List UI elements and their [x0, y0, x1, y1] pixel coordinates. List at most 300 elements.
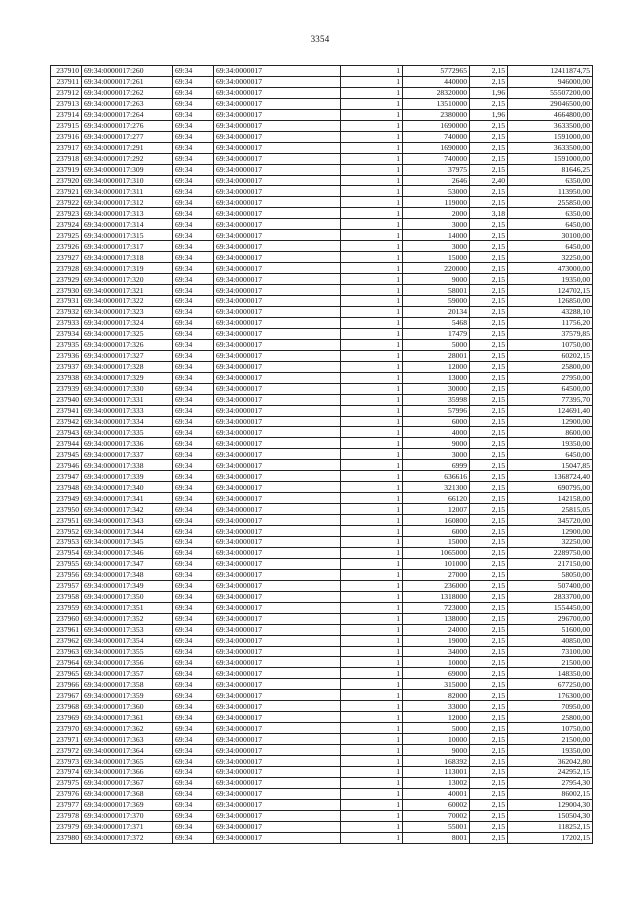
area-cell: 55001 [403, 821, 470, 832]
row-number-cell: 237930 [51, 285, 82, 296]
cadastral-number-cell: 69:34:0000017:358 [82, 679, 173, 690]
specific-value-cell: 2,15 [470, 504, 508, 515]
district-code-cell: 69:34 [173, 427, 214, 438]
cadastral-value-cell: 296700,00 [508, 613, 593, 624]
specific-value-cell: 2,15 [470, 646, 508, 657]
count-cell: 1 [341, 131, 403, 142]
cadastral-value-cell: 946000,00 [508, 76, 593, 87]
row-number-cell: 237951 [51, 515, 82, 526]
area-cell: 2646 [403, 175, 470, 186]
cadastral-quarter-cell: 69:34:0000017 [214, 306, 341, 317]
table-row [51, 317, 593, 328]
table-row [51, 569, 593, 580]
cadastral-quarter-cell: 69:34:0000017 [214, 285, 341, 296]
specific-value-cell: 2,15 [470, 153, 508, 164]
count-cell: 1 [341, 471, 403, 482]
area-cell: 19000 [403, 635, 470, 646]
table-row [51, 799, 593, 810]
table-row [51, 328, 593, 339]
area-cell: 138000 [403, 613, 470, 624]
count-cell: 1 [341, 142, 403, 153]
cadastral-value-cell: 32250,00 [508, 536, 593, 547]
cadastral-value-cell: 148350,00 [508, 668, 593, 679]
district-code-cell: 69:34 [173, 701, 214, 712]
table-row [51, 164, 593, 175]
district-code-cell: 69:34 [173, 449, 214, 460]
cadastral-number-cell: 69:34:0000017:312 [82, 197, 173, 208]
cadastral-quarter-cell: 69:34:0000017 [214, 296, 341, 307]
cadastral-number-cell: 69:34:0000017:360 [82, 701, 173, 712]
district-code-cell: 69:34 [173, 186, 214, 197]
specific-value-cell: 2,15 [470, 438, 508, 449]
specific-value-cell: 2,15 [470, 788, 508, 799]
specific-value-cell: 2,15 [470, 350, 508, 361]
district-code-cell: 69:34 [173, 274, 214, 285]
cadastral-value-cell: 29046500,00 [508, 98, 593, 109]
district-code-cell: 69:34 [173, 558, 214, 569]
specific-value-cell: 2,15 [470, 471, 508, 482]
row-number-cell: 237944 [51, 438, 82, 449]
cadastral-quarter-cell: 69:34:0000017 [214, 252, 341, 263]
cadastral-quarter-cell: 69:34:0000017 [214, 317, 341, 328]
cadastral-number-cell: 69:34:0000017:310 [82, 175, 173, 186]
area-cell: 58001 [403, 285, 470, 296]
table-row [51, 66, 593, 77]
row-number-cell: 237921 [51, 186, 82, 197]
cadastral-number-cell: 69:34:0000017:354 [82, 635, 173, 646]
area-cell: 28320000 [403, 87, 470, 98]
specific-value-cell: 2,15 [470, 536, 508, 547]
table-row [51, 580, 593, 591]
district-code-cell: 69:34 [173, 504, 214, 515]
table-row [51, 208, 593, 219]
district-code-cell: 69:34 [173, 350, 214, 361]
table-row [51, 87, 593, 98]
cadastral-quarter-cell: 69:34:0000017 [214, 427, 341, 438]
district-code-cell: 69:34 [173, 712, 214, 723]
row-number-cell: 237916 [51, 131, 82, 142]
cadastral-value-cell: 1591000,00 [508, 131, 593, 142]
cadastral-quarter-cell: 69:34:0000017 [214, 449, 341, 460]
area-cell: 82000 [403, 690, 470, 701]
table-row [51, 591, 593, 602]
table-body [51, 66, 593, 844]
count-cell: 1 [341, 482, 403, 493]
table-row [51, 613, 593, 624]
table-row [51, 306, 593, 317]
count-cell: 1 [341, 832, 403, 843]
cadastral-value-cell: 11756,20 [508, 317, 593, 328]
area-cell: 101000 [403, 558, 470, 569]
table-row [51, 339, 593, 350]
row-number-cell: 237952 [51, 526, 82, 537]
count-cell: 1 [341, 504, 403, 515]
row-number-cell: 237929 [51, 274, 82, 285]
specific-value-cell: 2,15 [470, 449, 508, 460]
table-row [51, 416, 593, 427]
table-row [51, 394, 593, 405]
row-number-cell: 237928 [51, 263, 82, 274]
cadastral-quarter-cell: 69:34:0000017 [214, 208, 341, 219]
count-cell: 1 [341, 536, 403, 547]
cadastral-quarter-cell: 69:34:0000017 [214, 120, 341, 131]
table-row [51, 745, 593, 756]
row-number-cell: 237942 [51, 416, 82, 427]
table-row [51, 547, 593, 558]
cadastral-quarter-cell: 69:34:0000017 [214, 558, 341, 569]
specific-value-cell: 2,15 [470, 569, 508, 580]
district-code-cell: 69:34 [173, 372, 214, 383]
count-cell: 1 [341, 164, 403, 175]
row-number-cell: 237979 [51, 821, 82, 832]
cadastral-value-cell: 12411874,75 [508, 66, 593, 77]
cadastral-number-cell: 69:34:0000017:346 [82, 547, 173, 558]
district-code-cell: 69:34 [173, 788, 214, 799]
area-cell: 9000 [403, 745, 470, 756]
table-row [51, 701, 593, 712]
specific-value-cell: 2,15 [470, 482, 508, 493]
row-number-cell: 237949 [51, 493, 82, 504]
count-cell: 1 [341, 810, 403, 821]
cadastral-value-cell: 6350,00 [508, 208, 593, 219]
count-cell: 1 [341, 449, 403, 460]
count-cell: 1 [341, 219, 403, 230]
table-row [51, 219, 593, 230]
row-number-cell: 237969 [51, 712, 82, 723]
specific-value-cell: 2,15 [470, 777, 508, 788]
cadastral-number-cell: 69:34:0000017:277 [82, 131, 173, 142]
row-number-cell: 237920 [51, 175, 82, 186]
area-cell: 66120 [403, 493, 470, 504]
area-cell: 1065000 [403, 547, 470, 558]
cadastral-value-cell: 19350,00 [508, 438, 593, 449]
count-cell: 1 [341, 657, 403, 668]
district-code-cell: 69:34 [173, 471, 214, 482]
cadastral-number-cell: 69:34:0000017:263 [82, 98, 173, 109]
cadastral-value-cell: 27954,30 [508, 777, 593, 788]
count-cell: 1 [341, 361, 403, 372]
cadastral-value-cell: 2833700,00 [508, 591, 593, 602]
district-code-cell: 69:34 [173, 569, 214, 580]
district-code-cell: 69:34 [173, 394, 214, 405]
area-cell: 740000 [403, 153, 470, 164]
cadastral-value-cell: 113950,00 [508, 186, 593, 197]
count-cell: 1 [341, 153, 403, 164]
cadastral-number-cell: 69:34:0000017:292 [82, 153, 173, 164]
table-row [51, 296, 593, 307]
row-number-cell: 237961 [51, 624, 82, 635]
district-code-cell: 69:34 [173, 66, 214, 77]
district-code-cell: 69:34 [173, 109, 214, 120]
cadastral-value-cell: 25800,00 [508, 712, 593, 723]
row-number-cell: 237950 [51, 504, 82, 515]
cadastral-number-cell: 69:34:0000017:313 [82, 208, 173, 219]
count-cell: 1 [341, 701, 403, 712]
specific-value-cell: 2,15 [470, 230, 508, 241]
row-number-cell: 237945 [51, 449, 82, 460]
table-row [51, 120, 593, 131]
area-cell: 4000 [403, 427, 470, 438]
count-cell: 1 [341, 372, 403, 383]
specific-value-cell: 2,15 [470, 197, 508, 208]
cadastral-number-cell: 69:34:0000017:335 [82, 427, 173, 438]
cadastral-quarter-cell: 69:34:0000017 [214, 164, 341, 175]
cadastral-number-cell: 69:34:0000017:364 [82, 745, 173, 756]
row-number-cell: 237954 [51, 547, 82, 558]
area-cell: 1690000 [403, 142, 470, 153]
row-number-cell: 237966 [51, 679, 82, 690]
specific-value-cell: 2,15 [470, 756, 508, 767]
specific-value-cell: 2,15 [470, 657, 508, 668]
row-number-cell: 237962 [51, 635, 82, 646]
specific-value-cell: 2,15 [470, 493, 508, 504]
area-cell: 2000 [403, 208, 470, 219]
cadastral-value-cell: 58050,00 [508, 569, 593, 580]
row-number-cell: 237912 [51, 87, 82, 98]
cadastral-number-cell: 69:34:0000017:315 [82, 230, 173, 241]
specific-value-cell: 2,15 [470, 547, 508, 558]
count-cell: 1 [341, 186, 403, 197]
cadastral-number-cell: 69:34:0000017:261 [82, 76, 173, 87]
cadastral-quarter-cell: 69:34:0000017 [214, 339, 341, 350]
specific-value-cell: 2,15 [470, 723, 508, 734]
row-number-cell: 237977 [51, 799, 82, 810]
cadastral-quarter-cell: 69:34:0000017 [214, 263, 341, 274]
cadastral-value-cell: 6350,00 [508, 175, 593, 186]
table-row [51, 504, 593, 515]
count-cell: 1 [341, 712, 403, 723]
district-code-cell: 69:34 [173, 493, 214, 504]
row-number-cell: 237960 [51, 613, 82, 624]
area-cell: 2380000 [403, 109, 470, 120]
district-code-cell: 69:34 [173, 734, 214, 745]
cadastral-quarter-cell: 69:34:0000017 [214, 109, 341, 120]
district-code-cell: 69:34 [173, 230, 214, 241]
area-cell: 28001 [403, 350, 470, 361]
cadastral-quarter-cell: 69:34:0000017 [214, 756, 341, 767]
specific-value-cell: 2,15 [470, 558, 508, 569]
area-cell: 40001 [403, 788, 470, 799]
area-cell: 740000 [403, 131, 470, 142]
row-number-cell: 237939 [51, 383, 82, 394]
specific-value-cell: 2,15 [470, 690, 508, 701]
cadastral-quarter-cell: 69:34:0000017 [214, 657, 341, 668]
count-cell: 1 [341, 734, 403, 745]
cadastral-quarter-cell: 69:34:0000017 [214, 76, 341, 87]
cadastral-number-cell: 69:34:0000017:356 [82, 657, 173, 668]
specific-value-cell: 2,15 [470, 580, 508, 591]
cadastral-quarter-cell: 69:34:0000017 [214, 471, 341, 482]
cadastral-value-cell: 43288,10 [508, 306, 593, 317]
district-code-cell: 69:34 [173, 602, 214, 613]
count-cell: 1 [341, 263, 403, 274]
district-code-cell: 69:34 [173, 383, 214, 394]
row-number-cell: 237924 [51, 219, 82, 230]
table-row [51, 98, 593, 109]
cadastral-value-cell: 362042,80 [508, 756, 593, 767]
area-cell: 10000 [403, 734, 470, 745]
area-cell: 636616 [403, 471, 470, 482]
row-number-cell: 237978 [51, 810, 82, 821]
cadastral-number-cell: 69:34:0000017:366 [82, 767, 173, 778]
district-code-cell: 69:34 [173, 131, 214, 142]
count-cell: 1 [341, 690, 403, 701]
cadastral-quarter-cell: 69:34:0000017 [214, 153, 341, 164]
specific-value-cell: 2,15 [470, 405, 508, 416]
district-code-cell: 69:34 [173, 197, 214, 208]
table-row [51, 350, 593, 361]
area-cell: 6999 [403, 460, 470, 471]
district-code-cell: 69:34 [173, 153, 214, 164]
row-number-cell: 237919 [51, 164, 82, 175]
cadastral-quarter-cell: 69:34:0000017 [214, 613, 341, 624]
area-cell: 59000 [403, 296, 470, 307]
specific-value-cell: 2,15 [470, 285, 508, 296]
table-row [51, 383, 593, 394]
table-row [51, 197, 593, 208]
cadastral-value-cell: 6450,00 [508, 219, 593, 230]
cadastral-number-cell: 69:34:0000017:264 [82, 109, 173, 120]
cadastral-number-cell: 69:34:0000017:323 [82, 306, 173, 317]
table-row [51, 460, 593, 471]
district-code-cell: 69:34 [173, 328, 214, 339]
specific-value-cell: 2,15 [470, 427, 508, 438]
cadastral-quarter-cell: 69:34:0000017 [214, 460, 341, 471]
district-code-cell: 69:34 [173, 482, 214, 493]
specific-value-cell: 2,15 [470, 701, 508, 712]
page-number: 3354 [310, 34, 330, 44]
cadastral-value-cell: 3633500,00 [508, 120, 593, 131]
cadastral-value-cell: 81646,25 [508, 164, 593, 175]
row-number-cell: 237965 [51, 668, 82, 679]
area-cell: 69000 [403, 668, 470, 679]
cadastral-quarter-cell: 69:34:0000017 [214, 504, 341, 515]
area-cell: 3000 [403, 219, 470, 230]
specific-value-cell: 2,15 [470, 635, 508, 646]
table-row [51, 471, 593, 482]
row-number-cell: 237913 [51, 98, 82, 109]
table-row [51, 646, 593, 657]
cadastral-quarter-cell: 69:34:0000017 [214, 87, 341, 98]
cadastral-value-cell: 124702,15 [508, 285, 593, 296]
count-cell: 1 [341, 788, 403, 799]
cadastral-quarter-cell: 69:34:0000017 [214, 526, 341, 537]
cadastral-quarter-cell: 69:34:0000017 [214, 515, 341, 526]
cadastral-number-cell: 69:34:0000017:363 [82, 734, 173, 745]
table-row [51, 832, 593, 843]
count-cell: 1 [341, 591, 403, 602]
row-number-cell: 237943 [51, 427, 82, 438]
count-cell: 1 [341, 98, 403, 109]
cadastral-number-cell: 69:34:0000017:336 [82, 438, 173, 449]
cadastral-value-cell: 12900,00 [508, 416, 593, 427]
row-number-cell: 237937 [51, 361, 82, 372]
cadastral-value-cell: 64500,00 [508, 383, 593, 394]
row-number-cell: 237964 [51, 657, 82, 668]
cadastral-value-cell: 77395,70 [508, 394, 593, 405]
row-number-cell: 237974 [51, 767, 82, 778]
row-number-cell: 237971 [51, 734, 82, 745]
cadastral-quarter-cell: 69:34:0000017 [214, 679, 341, 690]
specific-value-cell: 2,15 [470, 98, 508, 109]
cadastral-quarter-cell: 69:34:0000017 [214, 734, 341, 745]
district-code-cell: 69:34 [173, 142, 214, 153]
cadastral-quarter-cell: 69:34:0000017 [214, 810, 341, 821]
specific-value-cell: 2,15 [470, 76, 508, 87]
area-cell: 113001 [403, 767, 470, 778]
cadastral-value-cell: 19350,00 [508, 745, 593, 756]
count-cell: 1 [341, 208, 403, 219]
specific-value-cell: 2,15 [470, 679, 508, 690]
cadastral-number-cell: 69:34:0000017:337 [82, 449, 173, 460]
table-row [51, 175, 593, 186]
count-cell: 1 [341, 613, 403, 624]
row-number-cell: 237923 [51, 208, 82, 219]
specific-value-cell: 2,15 [470, 734, 508, 745]
specific-value-cell: 2,40 [470, 175, 508, 186]
cadastral-number-cell: 69:34:0000017:262 [82, 87, 173, 98]
cadastral-number-cell: 69:34:0000017:329 [82, 372, 173, 383]
specific-value-cell: 2,15 [470, 328, 508, 339]
area-cell: 6000 [403, 416, 470, 427]
cadastral-quarter-cell: 69:34:0000017 [214, 383, 341, 394]
district-code-cell: 69:34 [173, 591, 214, 602]
table-row [51, 285, 593, 296]
cadastral-number-cell: 69:34:0000017:311 [82, 186, 173, 197]
cadastral-number-cell: 69:34:0000017:321 [82, 285, 173, 296]
cadastral-value-cell: 507400,00 [508, 580, 593, 591]
cadastral-value-cell: 19350,00 [508, 274, 593, 285]
count-cell: 1 [341, 547, 403, 558]
specific-value-cell: 1,96 [470, 109, 508, 120]
cadastral-number-cell: 69:34:0000017:349 [82, 580, 173, 591]
table-row [51, 76, 593, 87]
cadastral-number-cell: 69:34:0000017:340 [82, 482, 173, 493]
specific-value-cell: 2,15 [470, 602, 508, 613]
cadastral-number-cell: 69:34:0000017:330 [82, 383, 173, 394]
specific-value-cell: 2,15 [470, 296, 508, 307]
row-number-cell: 237910 [51, 66, 82, 77]
cadastral-value-cell: 51600,00 [508, 624, 593, 635]
table-row [51, 657, 593, 668]
specific-value-cell: 2,15 [470, 131, 508, 142]
count-cell: 1 [341, 635, 403, 646]
table-row [51, 668, 593, 679]
row-number-cell: 237927 [51, 252, 82, 263]
specific-value-cell: 2,15 [470, 306, 508, 317]
cadastral-quarter-cell: 69:34:0000017 [214, 230, 341, 241]
district-code-cell: 69:34 [173, 175, 214, 186]
count-cell: 1 [341, 274, 403, 285]
table-row [51, 635, 593, 646]
cadastral-number-cell: 69:34:0000017:331 [82, 394, 173, 405]
cadastral-number-cell: 69:34:0000017:361 [82, 712, 173, 723]
district-code-cell: 69:34 [173, 361, 214, 372]
row-number-cell: 237932 [51, 306, 82, 317]
cadastral-value-cell: 1554450,00 [508, 602, 593, 613]
row-number-cell: 237972 [51, 745, 82, 756]
table-row [51, 142, 593, 153]
table-row [51, 515, 593, 526]
table-row [51, 558, 593, 569]
cadastral-number-cell: 69:34:0000017:368 [82, 788, 173, 799]
area-cell: 5000 [403, 339, 470, 350]
cadastral-value-cell: 17202,15 [508, 832, 593, 843]
table-row [51, 712, 593, 723]
district-code-cell: 69:34 [173, 263, 214, 274]
cadastral-quarter-cell: 69:34:0000017 [214, 690, 341, 701]
cadastral-value-cell: 73100,00 [508, 646, 593, 657]
